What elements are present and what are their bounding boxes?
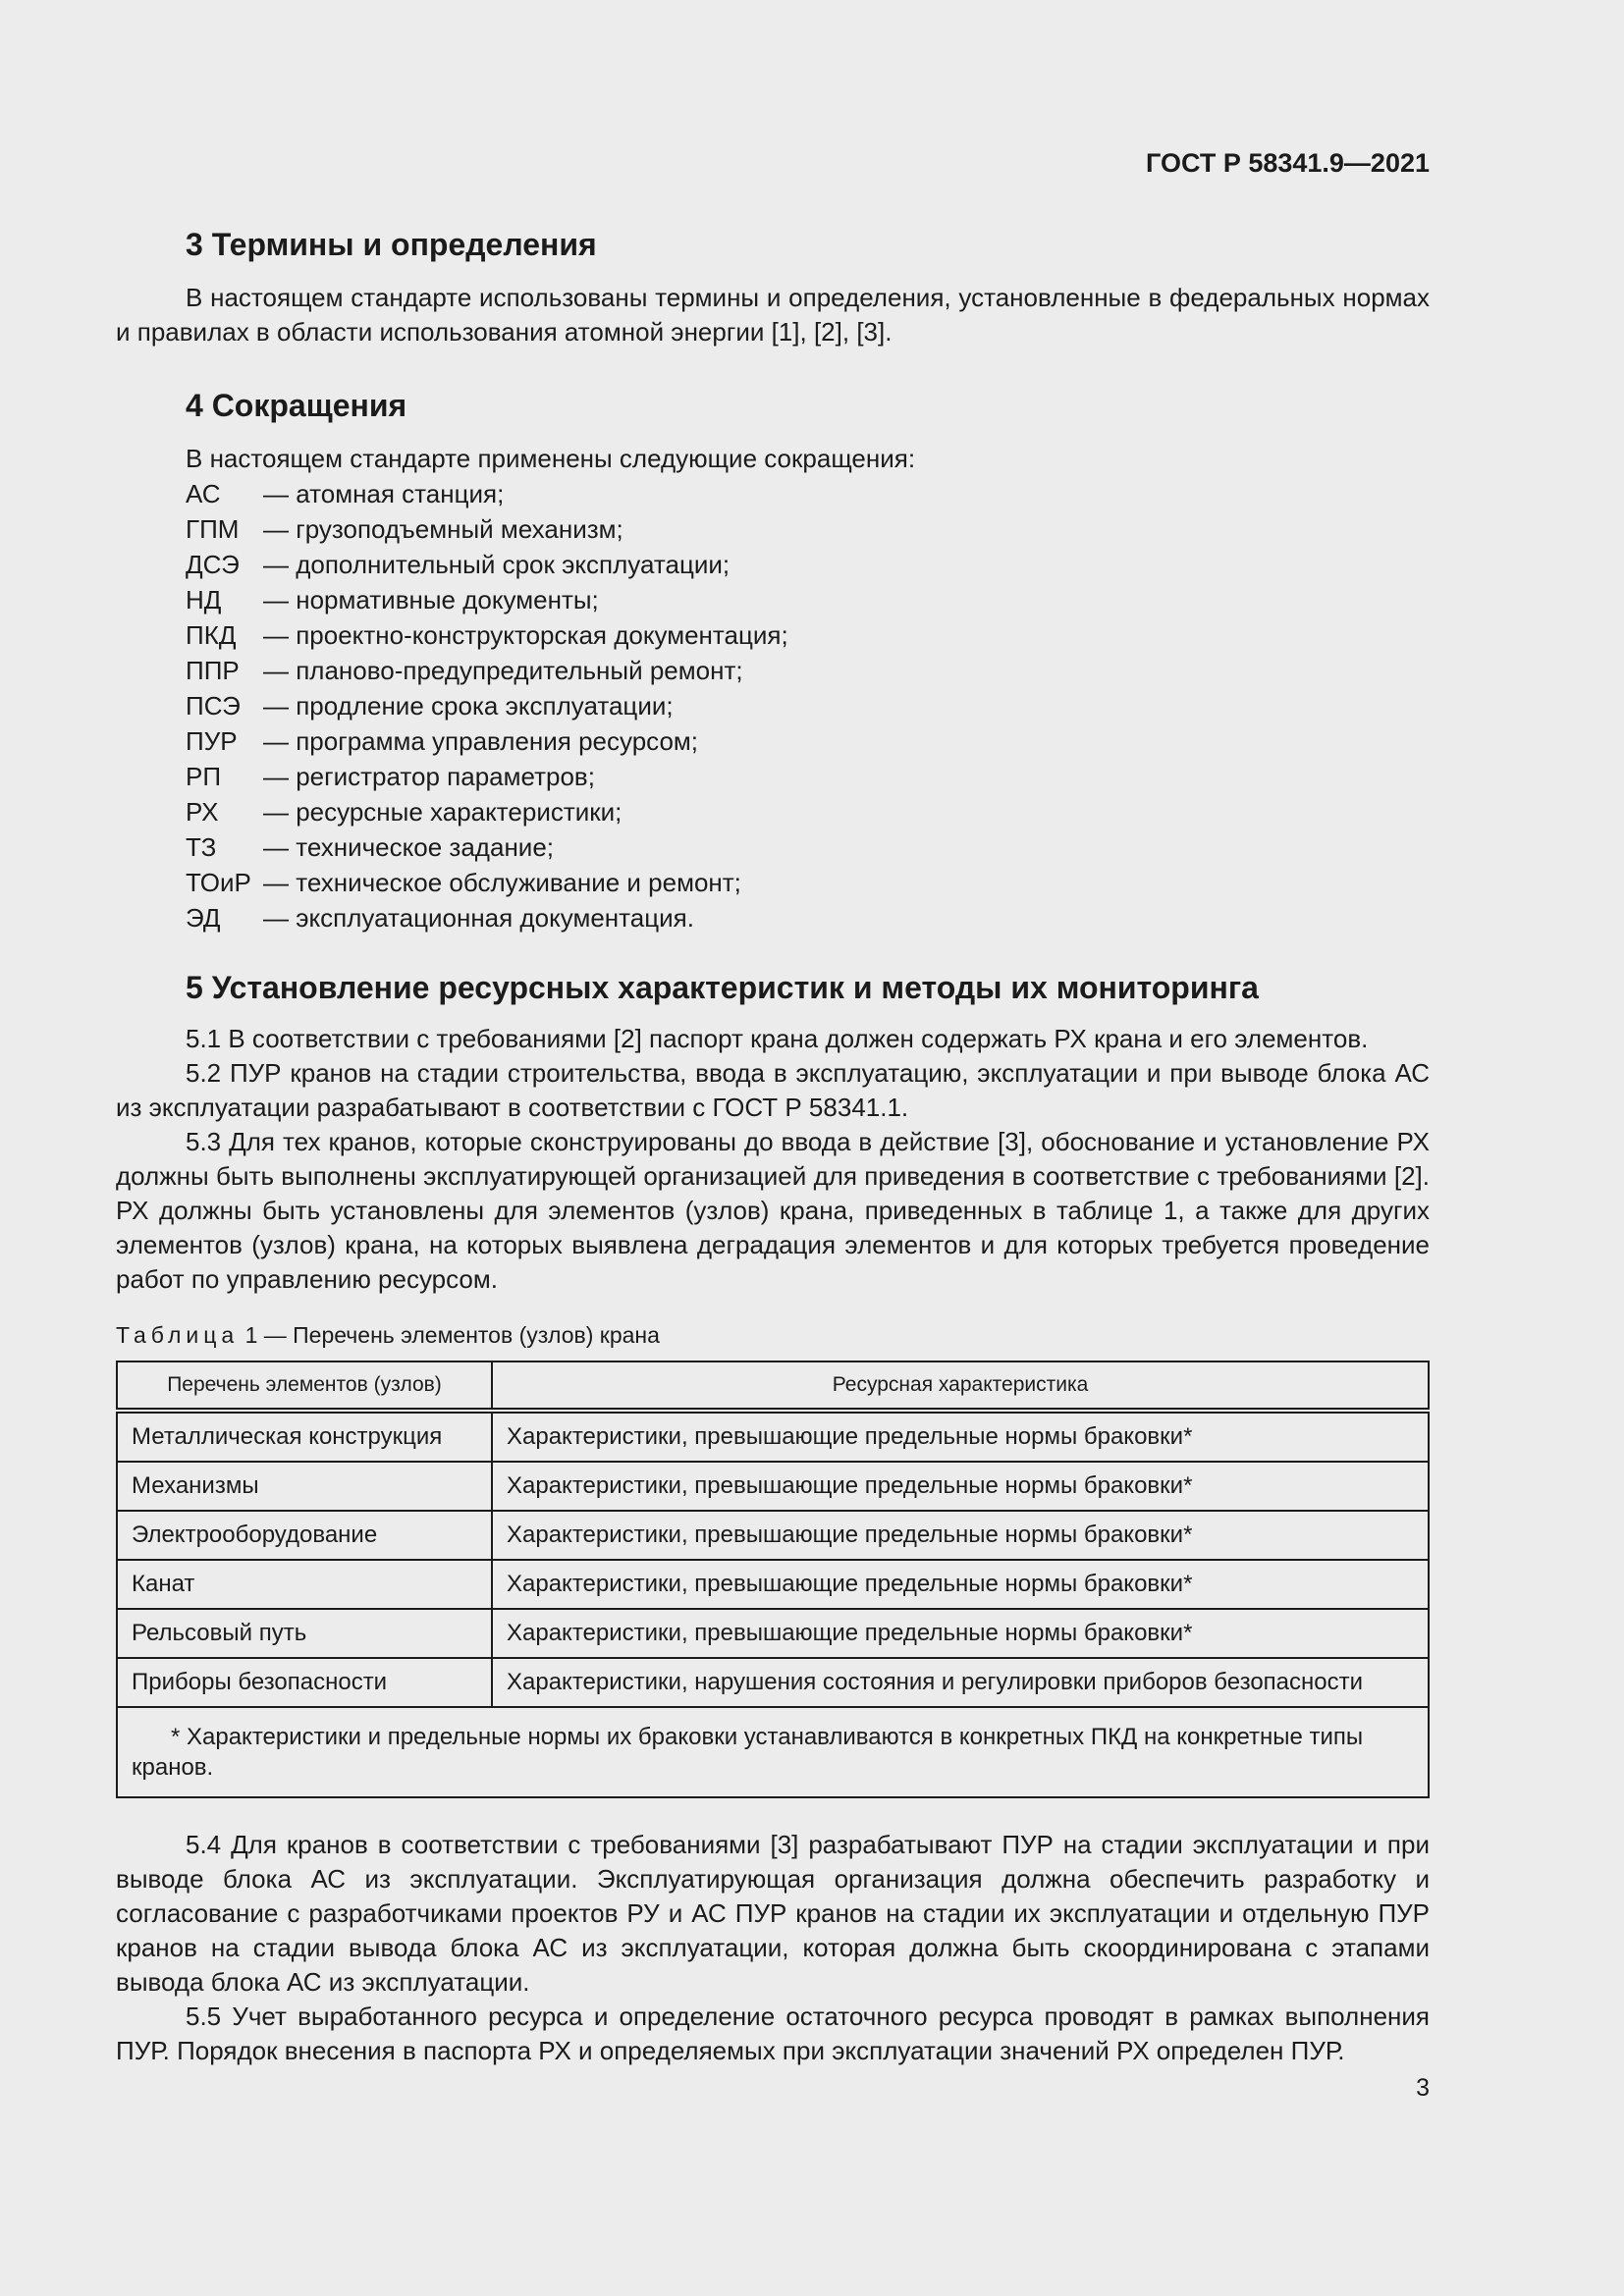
abbreviation-code: ТЗ xyxy=(186,832,217,862)
abbreviation-code: РХ xyxy=(186,797,219,827)
abbreviation-item xyxy=(186,476,1430,511)
abbreviation-code: НД xyxy=(186,585,222,614)
abbreviations-list xyxy=(186,476,1430,935)
abbreviation-code: ДСЭ xyxy=(186,550,240,579)
standard-number: ГОСТ Р 58341.9—2021 xyxy=(1146,148,1430,178)
table-cell: Характеристики, нарушения состояния и регулировки приборов безопасности xyxy=(492,1658,1429,1707)
table-caption-text: 1 — Перечень элементов (узлов) крана xyxy=(244,1322,660,1348)
section-3-text: В настоящем стандарте использованы термины и определения, установленные в федеральных нормах и правилах в области использования атомной энергии [1], [2], [3]. xyxy=(116,283,1430,347)
abbreviation-item xyxy=(186,582,1430,617)
abbreviation-item xyxy=(186,865,1430,900)
abbreviation-desc: — продление срока эксплуатации; xyxy=(263,691,674,721)
abbreviation-code: ПКД xyxy=(186,620,237,650)
abbreviations-intro: В настоящем стандарте применены следующие сокращения: xyxy=(186,444,916,473)
abbreviation-item xyxy=(186,723,1430,759)
table-note-row xyxy=(117,1707,1429,1797)
table-row xyxy=(117,1511,1429,1560)
table-cell: Характеристики, превышающие предельные нормы браковки* xyxy=(492,1609,1429,1658)
abbreviation-item xyxy=(186,794,1430,829)
abbreviation-code: ТОиР xyxy=(186,868,251,897)
table-cell: Механизмы xyxy=(117,1462,492,1511)
table-row xyxy=(117,1560,1429,1609)
paragraph-5-1: 5.1 В соответствии с требованиями [2] паспорт крана должен содержать РХ крана и его элементов. xyxy=(186,1024,1369,1053)
abbreviation-desc: — планово-предупредительный ремонт; xyxy=(263,656,743,685)
page-content xyxy=(116,224,1430,2068)
abbreviation-desc: — регистратор параметров; xyxy=(263,762,595,791)
abbreviation-desc: — программа управления ресурсом; xyxy=(263,726,699,756)
table-row xyxy=(117,1658,1429,1707)
table-cell: Характеристики, превышающие предельные нормы браковки* xyxy=(492,1511,1429,1560)
paragraph-5-3: 5.3 Для тех кранов, которые сконструированы до ввода в действие [3], обоснование и установление РХ должны быть выполнены эксплуатирующей организацией для приведения в соответствие с требованиями [2]. РХ должны быть установлены для элементов (узлов) крана, приведенных в таблице 1, а также для других элементов (узлов) крана, на которых выявлена деградация элементов и для которых требуется проведение работ по управлению ресурсом. xyxy=(116,1127,1430,1294)
section-4-title: 4 Сокращения xyxy=(186,388,407,423)
table-cell: Характеристики, превышающие предельные нормы браковки* xyxy=(492,1462,1429,1511)
abbreviation-code: АС xyxy=(186,479,221,508)
header-resource: Ресурсная характеристика xyxy=(492,1362,1429,1411)
abbreviation-item xyxy=(186,511,1430,547)
header-elements: Перечень элементов (узлов) xyxy=(117,1362,492,1411)
abbreviation-item xyxy=(186,688,1430,723)
abbreviation-desc: — техническое обслуживание и ремонт; xyxy=(263,868,741,897)
table-cell: Характеристики, превышающие предельные нормы браковки* xyxy=(492,1560,1429,1609)
abbreviation-desc: — проектно-конструкторская документация; xyxy=(263,620,788,650)
abbreviation-desc: — эксплуатационная документация. xyxy=(263,903,694,933)
abbreviation-code: ПСЭ xyxy=(186,691,241,721)
abbreviation-desc: — техническое задание; xyxy=(263,832,555,862)
abbreviation-desc: — дополнительный срок эксплуатации; xyxy=(263,550,731,579)
paragraph-5-5: 5.5 Учет выработанного ресурса и определение остаточного ресурса проводят в рамках выполнения ПУР. Порядок внесения в паспорта РХ и определяемых при эксплуатации значений РХ определен ПУР. xyxy=(116,2002,1430,2065)
table-cell: Электрооборудование xyxy=(117,1511,492,1560)
section-5-title: 5 Установление ресурсных характеристик и методы их мониторинга xyxy=(186,970,1259,1005)
abbreviation-item xyxy=(186,547,1430,582)
table-row xyxy=(117,1462,1429,1511)
abbreviation-item xyxy=(186,900,1430,935)
paragraph-5-4: 5.4 Для кранов в соответствии с требованиями [3] разрабатывают ПУР на стадии эксплуатации и при выводе блока АС из эксплуатации. Эксплуатирующая организация должна обеспечить разработку и согласование с разработчиками проектов РУ и АС ПУР кранов на стадии их эксплуатации и отдельную ПУР кранов на стадии вывода блока АС из эксплуатации, которая должна быть скоординирована с этапами вывода блока АС из эксплуатации. xyxy=(116,1830,1430,1997)
table-caption-label: Таблица xyxy=(116,1322,240,1348)
table-cell: Рельсовый путь xyxy=(117,1609,492,1658)
table-cell: Приборы безопасности xyxy=(117,1658,492,1707)
abbreviation-item xyxy=(186,759,1430,794)
abbreviation-item xyxy=(186,829,1430,865)
paragraph-5-2: 5.2 ПУР кранов на стадии строительства, ввода в эксплуатацию, эксплуатации и при выводе блока АС из эксплуатации разрабатывают в соответствии с ГОСТ Р 58341.1. xyxy=(116,1058,1430,1122)
table-cell: Характеристики, превышающие предельные нормы браковки* xyxy=(492,1411,1429,1462)
table-caption xyxy=(116,1320,1430,1350)
abbreviation-desc: — ресурсные характеристики; xyxy=(263,797,623,827)
section-3-title: 3 Термины и определения xyxy=(186,227,597,262)
page-number: 3 xyxy=(1416,2074,1430,2102)
abbreviation-item xyxy=(186,653,1430,688)
abbreviation-desc: — грузоподъемный механизм; xyxy=(263,514,623,544)
abbreviation-desc: — атомная станция; xyxy=(263,479,505,508)
table-header-row xyxy=(117,1362,1429,1411)
abbreviation-code: РП xyxy=(186,762,222,791)
abbreviation-code: ПУР xyxy=(186,726,238,756)
abbreviation-desc: — нормативные документы; xyxy=(263,585,599,614)
abbreviation-item xyxy=(186,617,1430,653)
table-note: * Характеристики и предельные нормы их браковки устанавливаются в конкретных ПКД на конкретные типы кранов. xyxy=(117,1707,1429,1797)
abbreviation-code: ГПМ xyxy=(186,514,240,544)
abbreviation-code: ППР xyxy=(186,656,240,685)
table-cell: Канат xyxy=(117,1560,492,1609)
abbreviation-code: ЭД xyxy=(186,903,221,933)
table-row xyxy=(117,1411,1429,1462)
table-row xyxy=(117,1609,1429,1658)
elements-table xyxy=(116,1361,1430,1798)
table-cell: Металлическая конструкция xyxy=(117,1411,492,1462)
